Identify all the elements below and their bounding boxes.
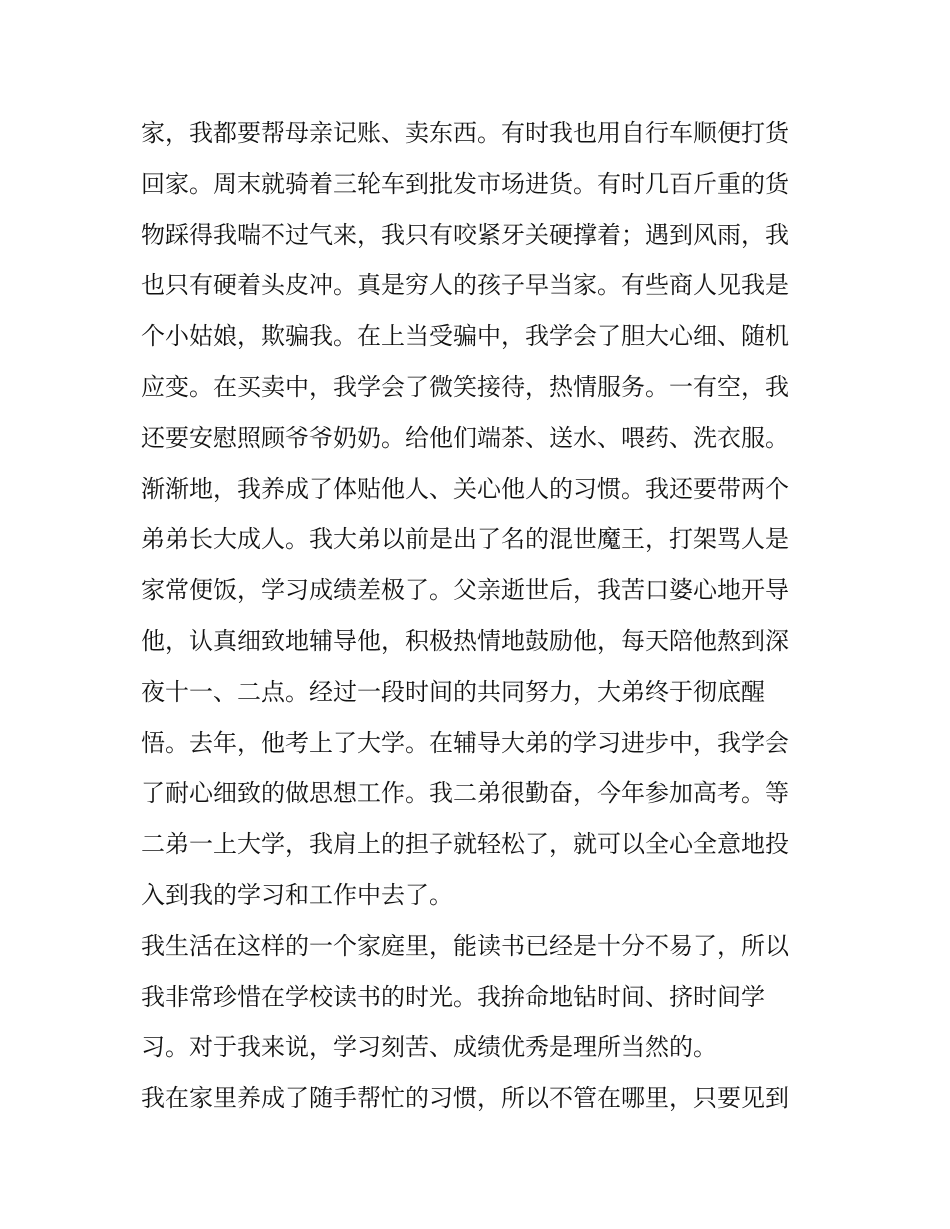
text-line: 入到我的学习和工作中去了。 xyxy=(141,880,453,909)
text-line: 习。对于我来说，学习刻苦、成绩优秀是理所当然的。 xyxy=(141,1033,717,1062)
text-line: 应变。在买卖中，我学会了微笑接待，热情服务。一有空，我 xyxy=(141,372,789,401)
text-line: 我在家里养成了随手帮忙的习惯，所以不管在哪里，只要见到 xyxy=(141,1084,789,1113)
text-line: 渐渐地，我养成了体贴他人、关心他人的习惯。我还要带两个 xyxy=(141,474,789,503)
text-line: 了耐心细致的做思想工作。我二弟很勤奋，今年参加高考。等 xyxy=(141,779,789,808)
text-line: 回家。周末就骑着三轮车到批发市场进货。有时几百斤重的货 xyxy=(141,169,789,198)
text-line: 物踩得我喘不过气来，我只有咬紧牙关硬撑着；遇到风雨，我 xyxy=(141,220,789,249)
text-line: 也只有硬着头皮冲。真是穷人的孩子早当家。有些商人见我是 xyxy=(141,271,789,300)
text-line: 他，认真细致地辅导他，积极热情地鼓励他，每天陪他熬到深 xyxy=(141,626,789,655)
text-line: 我生活在这样的一个家庭里，能读书已经是十分不易了，所以 xyxy=(141,931,789,960)
text-line: 悟。去年，他考上了大学。在辅导大弟的学习进步中，我学会 xyxy=(141,728,789,757)
text-line: 家常便饭，学习成绩差极了。父亲逝世后，我苦口婆心地开导 xyxy=(141,576,789,605)
text-line: 夜十一、二点。经过一段时间的共同努力，大弟终于彻底醒 xyxy=(141,677,765,706)
text-line: 弟弟长大成人。我大弟以前是出了名的混世魔王，打架骂人是 xyxy=(141,525,789,554)
text-line: 还要安慰照顾爷爷奶奶。给他们端茶、送水、喂药、洗衣服。 xyxy=(141,423,789,452)
text-line: 个小姑娘，欺骗我。在上当受骗中，我学会了胆大心细、随机 xyxy=(141,322,789,351)
body-text xyxy=(141,108,821,1124)
text-line: 我非常珍惜在学校读书的时光。我拚命地钻时间、挤时间学 xyxy=(141,982,765,1011)
text-line: 家，我都要帮母亲记账、卖东西。有时我也用自行车顺便打货 xyxy=(141,119,789,147)
text-line: 二弟一上大学，我肩上的担子就轻松了，就可以全心全意地投 xyxy=(141,830,789,859)
